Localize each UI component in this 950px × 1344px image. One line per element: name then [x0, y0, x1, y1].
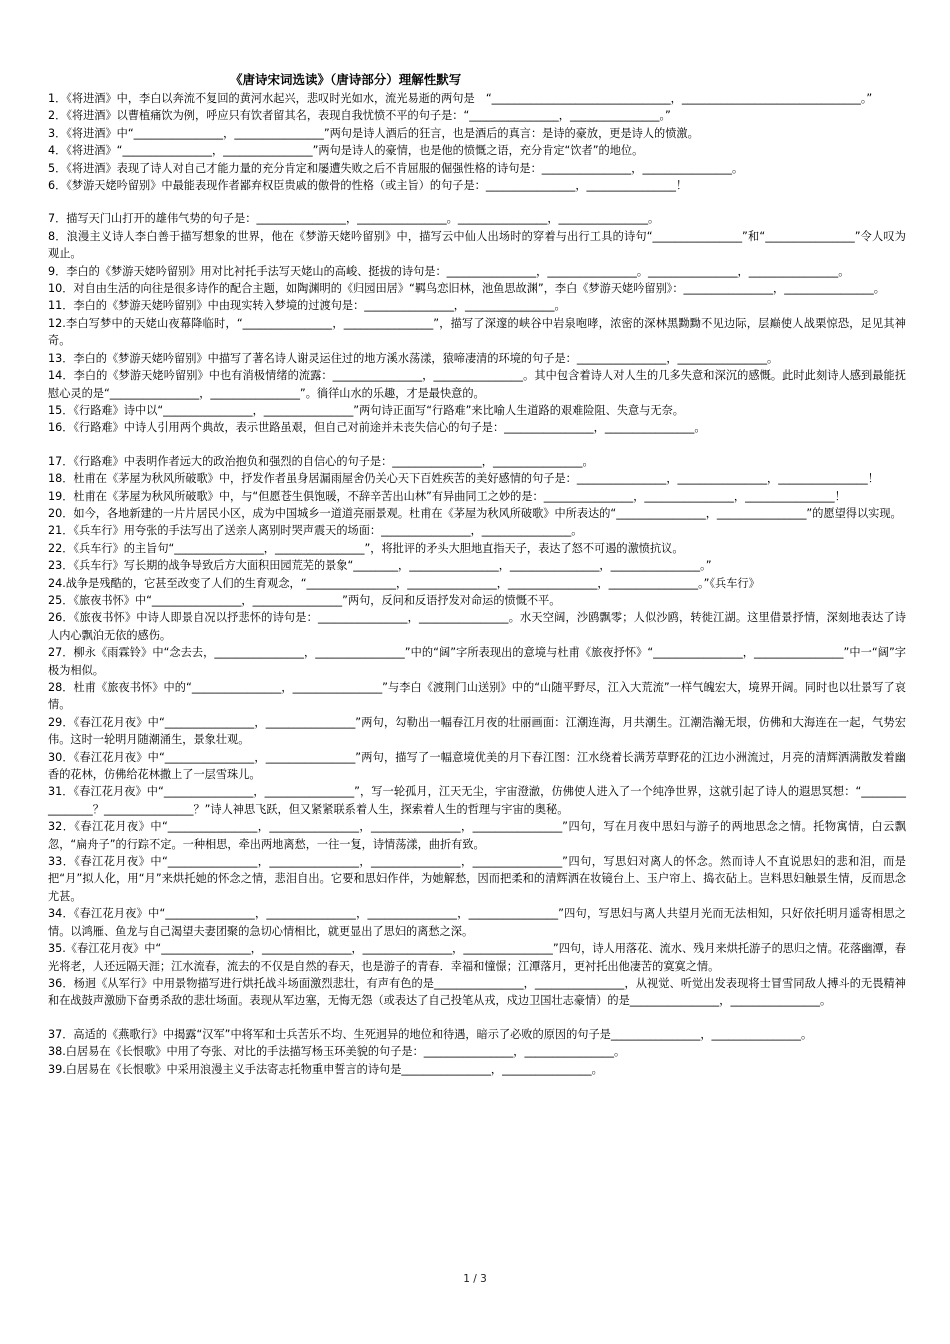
question-item: 30．《春江花月夜》中“________________，________________”两句，描写了一幅意境优美的月下春江图：江水绕着长满芳草野花的江边小洲流过，月亮的清辉洒满散发着幽香的花林，仿佛给花林撒上了一层雪珠儿。: [48, 750, 906, 782]
question-item: 5．《将进酒》表现了诗人对自己才能力量的充分肯定和屡遭失败之后不肯屈服的倔强性格的诗句是：________________，________________。: [48, 161, 744, 175]
question-item: 24.战争是残酷的，它甚至改变了人们的生育观念，“________________，________________，________________，________________。”《兵车行》: [48, 576, 760, 590]
question-item: 29．《春江花月夜》中“________________，________________”两句，勾勒出一幅春江月夜的壮丽画面：江潮连海，月共潮生。江潮浩瀚无垠，仿佛和大海连在一起，气势宏伟。这时一轮明月随潮涌生，景象壮观。: [48, 715, 906, 747]
question-item: 32．《春江花月夜》中“________________，________________，________________，________________”四句，写在月夜中思妇与游子的两地思念之情。托物寓情，白云飘忽，“扁舟子”的行踪不定。一种相思，牵出两地离愁，一往一复，诗情荡漾，曲折有致。: [48, 820, 906, 851]
question-item: 19．杜甫在《茅屋为秋风所破歌》中，与“但愿苍生俱饱暖，不辞辛苦出山林”有异曲同工之妙的是：________________，________________，________________！: [48, 489, 846, 503]
question-item: 14．李白的《梦游天姥吟留别》中也有消极情绪的流露：________________，________________。其中包含着诗人对人生的几多失意和深沉的感慨。此时此刻诗人感到最能抚慰心灵的是“________________，________________”。徜徉山水的乐趣，才是最快意的。: [48, 369, 906, 400]
question-item: 39.白居易在《长恨歌》中采用浪漫主义手法寄志托物重申誓言的诗句是________________，________________。: [48, 1062, 603, 1076]
question-item: 2．《将进酒》以曹植痛饮为例，呼应只有饮者留其名，表现自我忧愤不平的句子是：“________________，________________。”: [48, 109, 671, 123]
question-item: 16．《行路难》中诗人引用两个典故，表示世路虽艰，但自己对前途并未丧失信心的句子是：________________，________________。: [48, 421, 706, 435]
question-item: 27．柳永《雨霖铃》中“念去去，________________，________________”中的“阔”字所表现出的意境与杜甫《旅夜抒怀》“________________，________________”中一“阔”字极为相似。: [48, 646, 906, 677]
question-item: 23．《兵车行》写长期的战争导致后方大面积田园荒芜的景象“________，________________，________________，________________。”: [48, 559, 712, 573]
question-item: 28．杜甫《旅夜书怀》中的“________________，________________”与李白《渡荆门山送别》中的“山随平野尽，江入大荒流”一样气魄宏大，境界开阔。同时也以壮景写了哀情。: [48, 681, 906, 712]
question-item: 8．浪漫主义诗人李白善于描写想象的世界，他在《梦游天姥吟留别》中，描写云中仙人出场时的穿着与出行工具的诗句“________________”和“________________”令人叹为观止。: [48, 229, 906, 261]
question-item: 26．《旅夜书怀》中诗人即景自况以抒悲怀的诗句是：________________，________________。水天空阔，沙鸥飘零；人似沙鸥，转徙江湖。这里借景抒情，深刻地表达了诗人内心飘泊无依的感伤。: [48, 611, 906, 642]
question-item: 25．《旅夜书怀》中“________________，________________”两句，反问和反语抒发对命运的愤慨不平。: [48, 593, 561, 607]
question-item: 1．《将进酒》中，李白以奔流不复回的黄河水起兴，悲叹时光如水，流光易逝的两句是 “________________________________，________________________________。”: [48, 92, 873, 105]
question-item: 10．对自由生活的向往是很多诗作的配合主题，如陶渊明的《归园田居》“羁鸟恋旧林，池鱼思故渊”，李白《梦游天姥吟留别》：________________，________________。: [48, 282, 885, 296]
question-item: 31．《春江花月夜》中“________________，________________”，写一轮孤月，江天无尘，宇宙澄澈，仿佛使人进入了一个纯净世界，这就引起了诗人的遐思冥想：“________________？________________？”诗人神思飞跃，但又紧紧联系着人生，探索着人生的哲理与宇宙的奥秘。: [48, 785, 906, 816]
question-item: 13．李白的《梦游天姥吟留别》中描写了著名诗人谢灵运住过的地方溪水荡漾，猿啼凄清的环境的句子是：________________，________________。: [48, 351, 779, 365]
question-item: 37．高适的《燕歌行》中揭露“汉军”中将军和士兵苦乐不均、生死迥异的地位和待遇，暗示了必败的原因的句子是________________，________________。: [48, 1027, 813, 1041]
document-title: 《唐诗宋词选读》（唐诗部分）理解性默写: [230, 72, 462, 87]
question-item: 22．《兵车行》的主旨句“________________，________________”，将批评的矛头大胆地直指天子，表达了怒不可遏的激愤抗议。: [48, 541, 684, 555]
question-item: 15．《行路难》诗中以“________________，________________”两句诗正面写“行路难”来比喻人生道路的艰难险阻、失意与无奈。: [48, 403, 684, 417]
question-item: 33．《春江花月夜》中“________________，________________，________________，________________”四句，写思妇对离人的怀念。然而诗人不直说思妇的悲和泪，而是把“月”拟人化，用“月”来烘托她的怀念之情，悲泪自出。它要和思妇作伴，为她解愁，因而把柔和的清辉洒在妆镜台上、玉户帘上、捣衣砧上。岂料思妇触景生情，反而思念尤甚。: [48, 855, 906, 903]
page-number: 1 / 3: [463, 1273, 487, 1285]
question-item: 36．杨迥《从军行》中用景物描写进行烘托战斗场面激烈悲壮，有声有色的是________________，________________，从视觉、听觉出发表现将士冒雪同敌人搏斗的无畏精神和在战鼓声激励下奋勇杀敌的悲壮场面。表现从军边塞，无悔无怨（或表达了自己投笔从戎，戍边卫国壮志豪情）的是________________，________________。: [48, 976, 906, 1008]
question-item: 18．杜甫在《茅屋为秋风所破歌》中，抒发作者虽身居漏雨屋舍仍关心天下百姓疾苦的美好感情的句子是：________________，________________，________________！: [48, 472, 879, 486]
question-item: 6．《梦游天姥吟留别》中最能表现作者鄙弃权臣贵戚的傲骨的性格（或主旨）的句子是：________________，________________！: [48, 179, 688, 193]
question-item: 35.《春江花月夜》中“________________，________________，________________，________________”四句，诗人用落花、流水、残月来烘托游子的思归之情。花落幽潭，春光将老，人还远隔天涯；江水流春，流去的不仅是自然的春天，也是游子的青春．幸福和憧憬；江潭落月，更衬托出他凄苦的寞寞之情。: [48, 942, 906, 973]
question-item: 4．《将进酒》“________________，________________”两句是诗人的豪情，也是他的愤慨之语，充分肯定“饮者”的地位。: [48, 144, 644, 158]
question-item: 12.李白写梦中的天姥山夜幕降临时，“________________，________________”，描写了深邃的峡谷中岩泉咆哮，浓密的深林黑黝黝不见边际，层巅使人战栗惊恐，足见其神奇。: [48, 316, 906, 348]
question-item: 17．《行路难》中表明作者远大的政治抱负和强烈的自信心的句子是：________________，________________。: [48, 454, 594, 468]
question-item: 7．描写天门山打开的雄伟气势的句子是：________________，________________。________________，________________。: [48, 212, 660, 226]
question-item: 38.白居易在《长恨歌》中用了夸张、对比的手法描写杨玉环美貌的句子是：________________，________________。: [48, 1045, 626, 1059]
question-item: 9．李白的《梦游天姥吟留别》用对比衬托手法写天姥山的高峻、挺拔的诗句是：________________，________________。________________，________________。: [48, 264, 850, 278]
question-item: 34．《春江花月夜》中“________________，________________，________________，________________”四句，写思妇与离人共望月光而无法相知，只好依托明月遥寄相思之情。以鸿雁、鱼龙与自己渴望夫妻团聚的急切心情相比，就更显出了思妇的离愁之深。: [48, 907, 906, 938]
question-item: 20．如今，各地新建的一片片居民小区，成为中国城乡一道道亮丽景观。杜甫在《茅屋为秋风所破歌》中所表达的“________________，________________”的愿望得以实现。: [48, 506, 902, 520]
question-item: 3．《将进酒》中“________________，________________”两句是诗人酒后的狂言，也是酒后的真言：是诗的豪放，更是诗人的愤激。: [48, 126, 699, 140]
question-item: 11．李白的《梦游天姥吟留别》中由现实转入梦境的过渡句是：________________，________________。: [48, 299, 566, 313]
question-item: 21．《兵车行》用夸张的手法写出了送亲人离别时哭声震天的场面：________________，________________。: [48, 524, 583, 538]
question-list: [48, 90, 906, 1078]
